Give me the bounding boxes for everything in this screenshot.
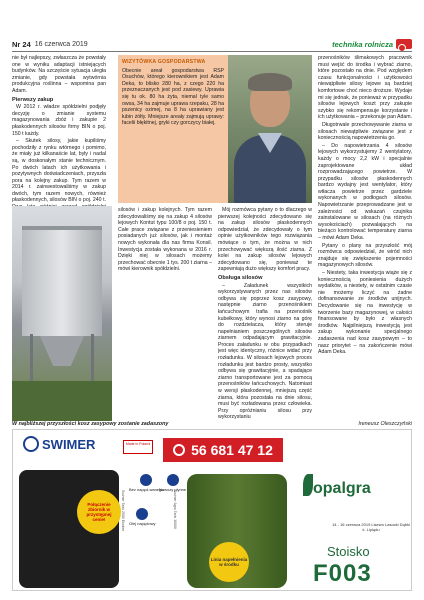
- section-brand: [332, 39, 412, 49]
- paragraph: nie był najlepszy, zwłaszcza że powstały one w wyniku adaptacji istniejących budynków. Na szczęście sytuacja uległa zmianie, gdy powstała wytwórnia produkcyjna roślinna – wspomina pan Adam.: [12, 55, 106, 94]
- article-column-1: [12, 55, 106, 231]
- phone-banner: [163, 438, 283, 462]
- tank2-label: Swimer Agro Tank 10000: [173, 490, 177, 529]
- tank-label: Swimer Tank 2500 Ekoline: [121, 490, 125, 532]
- ground: [12, 381, 112, 421]
- feature-oil: [129, 508, 155, 526]
- silo-bin: [22, 226, 102, 336]
- opalgra-logo: opalgra: [313, 480, 371, 497]
- paragraph: Pytany o plany na przyszłość mój rozmówca odpowiedział, że wiród nich znajduje się zwiększenie pojemności magazynowych silosów.: [318, 242, 412, 269]
- phone-number: 56 681 47 12: [191, 442, 273, 458]
- fertilizer-icon: [167, 474, 179, 486]
- subheading-obsluga-silosow: Obsługa silosów: [218, 274, 263, 281]
- feature-oil-label: Olej napędowy: [129, 521, 156, 526]
- fuel-icon: [140, 474, 152, 486]
- paragraph: – Załadunek wszystkich wykorzystywanych przez nas silosów odbywa się poprzez kosz zasypowy, następnie ziarno przenośnikiem łańcuchowym trafia na przenośnik kubełkowy, który wynosi ziarno na górę do rozdzielacza, który steruje napełnianiem poszczególnych silosów ziarnem odpadającym grawitacyjnie. Proces załadunku w obu przypadkach jest więc identyczny, różnice widać przy rozładunku. W silosach lejowych proces rozładunku jest bardzo prosty, wszystko odbywa się grawitacyjnie, a spadające ziarno transportowane jest za pomocą przenośników łańcuchowych. Natomiast w wersji płaskodennej, mniejszą część ziarna, która pozostała na dnie silosu, musi być rozładowana przez człowieka. Przy opróżnianiu silosu przy wykorzystaniu: [218, 282, 312, 421]
- tractor-icon: [396, 39, 412, 49]
- paragraph: W 2012 r. władze spółdzielni podjęły decyzję o zmianie systemu magazynowania zbóż i zakupie 2 płaskodennych silosów firmy BIN o poj. 150 t każdy.: [12, 104, 106, 137]
- paragraph: Długotrwale przechowywanie ziarna w silosach niewątpliwie związane jest z koniecznością napowietrzenia go.: [318, 121, 412, 142]
- promo-badge: Połączenie zbiornik w przystępnej cenie!: [77, 490, 121, 534]
- stand-code: F003: [313, 560, 372, 587]
- paragraph: przenośników ślimakowych pracownik musi wejść do środka i wybrać ziarno, które pozostało na dnie. Pod względem czasu funkcjonalności i użytkowości niewątpliwie silosy lejowe są bardziej komfortowe choć nieco droższe. Wydaje mi się jednak, że ponieważ w przypadku silosów lejowych koszt przy zakupie szybko się rekompensuje korzystanie i ich użytkowania – przekonuje pan Adam.: [318, 55, 413, 121]
- stand-label: Stoisko: [327, 544, 370, 559]
- swimer-brand: SWIMER: [42, 436, 96, 452]
- farm-profile-heading: WIZYTÓWKA GOSPODARSTWA: [122, 59, 206, 65]
- promo-badge-2: Linia napełnienia w środku: [209, 542, 249, 582]
- header-divider: [12, 51, 412, 52]
- made-in-poland-badge: Made in Poland: [123, 440, 153, 454]
- phone-icon: [173, 444, 185, 456]
- paragraph: Mój rozmówca pytany o to dlaczego w pierwszej kolejności zdecydowano się na zakup silosów płaskodennych odpowiedział, że zdecydowały o tym opinie użytkowników tego rozwiązania mówiące o tym, że można w nich przechowywać większą ilość ziarna. Z kolei na zakup silosów lejowych zdecydowano się, ponieważ te zapewniają dużo większy komfort pracy.: [218, 207, 312, 273]
- silo-photo: [12, 206, 112, 421]
- fair-dates: 14 - 16 czerwca 2019 Lisewo Lasocki Dąbki k. Liplądu: [332, 522, 410, 532]
- farm-profile-text: Obecnie areał gospodarstwa RSP Osuchów, którego kierownikiem jest Adam Deka, to blisko 280 ha, z czego 220 ha przeznaczanych jest pod zasiewy. Uprawia się tu ok. 80 ha żyta, niemal tyle samo owsa, 34 ha zajmuje uprawa rzepaku, 28 ha pszenicy ozimej, na 8 ha uprawiany jest łubin żółty. Mniejsze areały zajmują uprawy: facelii błękitnej, gryki czy gorczycy białej.: [122, 67, 224, 127]
- issue-date: 16 czerwca 2019: [34, 40, 88, 48]
- portrait-photo: [228, 55, 312, 203]
- photo-caption: [12, 421, 412, 427]
- article-column-4: [318, 55, 412, 357]
- subheading-pierwszy-zakup: Pierwszy zakup: [12, 96, 54, 103]
- opalgra-ad: [295, 466, 409, 590]
- issue-number: Nr 24: [12, 39, 31, 49]
- oil-icon: [136, 508, 148, 520]
- leaf-icon: [303, 474, 313, 496]
- feature-fuel-label: Bez napęd-wanego: [129, 487, 164, 492]
- swimer-logo: [23, 436, 95, 452]
- paragraph: – Do napowietrzania 4 silosów lejowych wykorzystujemy 2 wentylatory, każdy o mocy 2,2 kW i specjalnie zaprojektowane układ rozprowadzającego powietrze. W przypadku silosów płaskodennych bardzo wydajny jest wentylator, który wtłacza powietrze przez gardziele wykonanych w podłogach silosów. Napowietrzanie przeprowadzane jest w zależności od wskazań czujnika zainstalowane w silosach (na różnych wysokościach) pozwalających na bieżąco kontrolować temperaturę ziarna – mówi Adam Deka.: [318, 142, 412, 242]
- article-column-3: [218, 207, 312, 422]
- article-column-2: [118, 207, 212, 274]
- swimer-logo-icon: [23, 436, 39, 452]
- paragraph: – Skutek silosy, jakie kupiliśmy pochodziły z rynku wtórnego i pomimo, że miały już kilkanaście lat, były i nadal są, w doskonałym stanie technicznym. Po dwóch latach ich użytkowania i pozytywnych doświadczeniach, przyszła pora na kolejny zakup. Tym razem w 2014 r. zainwestowaliśmy w zakup dwóch, tym razem nowych, również płaskodennych, silosów BIN o poj. 240 t.: [12, 138, 106, 204]
- paragraph: silosów i zakup kolejnych. Tym razem zdecydowaliśmy się na zakup 4 silosów lejowych Kontut typu 100/8 o poj. 150 t. Całe prace związane z przeniesieniem posiadanych już silosów, jak i montaż nowych wykonała dla nas firma Konsil. Inwestycja została wykonana w 2016 r. Dzięki niej w silosach możemy przechować obecnie 1 tys. 200 t ziarna – mówi kierownik spółdzielni.: [118, 207, 213, 273]
- feature-fertilizer-label: Nawozy płynne: [159, 487, 187, 492]
- article-author: Ireneusz Oleszczyński: [358, 421, 412, 427]
- page-header: [12, 38, 412, 50]
- section-brand-label: technika rolnicza: [332, 39, 393, 49]
- advertisement: [12, 429, 412, 591]
- portrait-hair: [248, 73, 292, 91]
- paragraph: – Niestety, taka inwestycja wiąże się z koniecznością poniesienia dużych wydatków, a niestety, w ostatnim czasie nie możemy liczyć na żadne dofinansowanie ze środków unijnych. Decydowanie się na inwestycję w tworzenie bazy magazynowej, w całości finansowane by było z własnych środków. Najpilniejszą inwestycją jest zakup wykonanie specjalnego zadaszenia nad kosz zasypowym – to nasz priorytet – na zakończenie mówi Adam Deka.: [318, 270, 412, 356]
- farm-profile-box: [118, 55, 228, 203]
- caption-text: W najbliższej przyszłości kosz zasypowy zostanie zadaszony: [12, 421, 169, 427]
